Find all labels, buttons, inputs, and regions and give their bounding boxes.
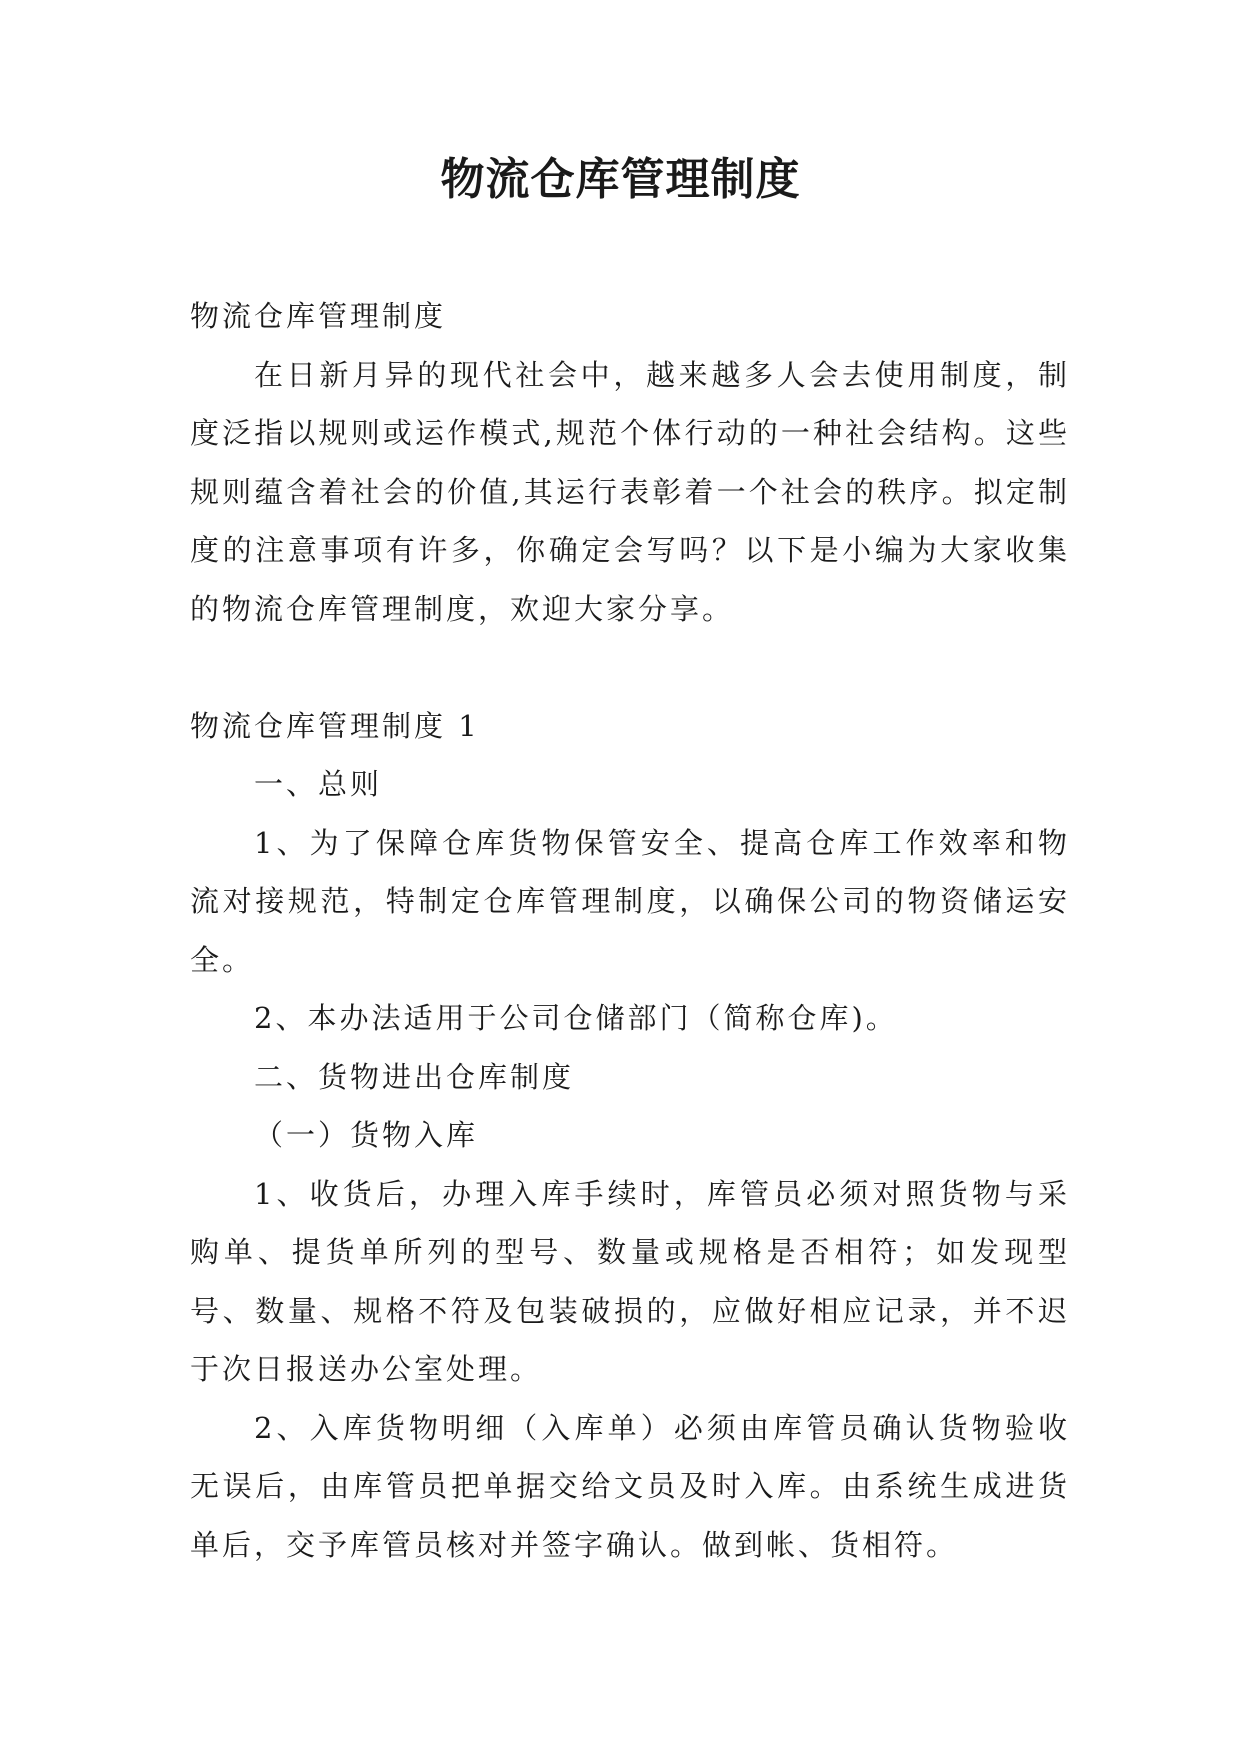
paragraph-spacer <box>190 638 1070 697</box>
chapter-heading-general: 一、总则 <box>254 767 383 801</box>
section-heading-1: 物流仓库管理制度 1 <box>190 708 480 743</box>
clause-paragraph: 2、本办法适用于公司仓储部门（简称仓库)。 <box>254 1001 898 1035</box>
section-heading: 物流仓库管理制度 <box>190 299 447 333</box>
subsection-heading-inbound: （一）货物入库 <box>254 1118 479 1152</box>
clause-paragraph: 1、为了保障仓库货物保管安全、提高仓库工作效率和物流对接规范，特制定仓库管理制度，以确保公司的物资储运安全。 <box>190 825 1070 977</box>
document-title: 物流仓库管理制度 <box>440 154 801 205</box>
clause-paragraph: 1、收货后，办理入库手续时，库管员必须对照货物与采购单、提货单所列的型号、数量或规格是否相符；如发现型号、数量、规格不符及包装破损的，应做好相应记录，并不迟于次日报送办公室处理。 <box>190 1176 1070 1386</box>
chapter-heading-inout: 二、货物进出仓库制度 <box>254 1059 575 1094</box>
document-body <box>190 287 1070 1574</box>
intro-paragraph: 在日新月异的现代社会中，越来越多人会去使用制度，制度泛指以规则或运作模式,规范个体行动的一种社会结构。这些规则蕴含着社会的价值,其运行表彰着一个社会的秩序。拟定制度的注意事项有许多，你确定会写吗？以下是小编为大家收集的物流仓库管理制度，欢迎大家分享。 <box>190 357 1070 626</box>
clause-paragraph: 2、入库货物明细（入库单）必须由库管员确认货物验收无误后，由库管员把单据交给文员及时入库。由系统生成进货单后，交予库管员核对并签字确认。做到帐、货相符。 <box>190 1410 1070 1562</box>
